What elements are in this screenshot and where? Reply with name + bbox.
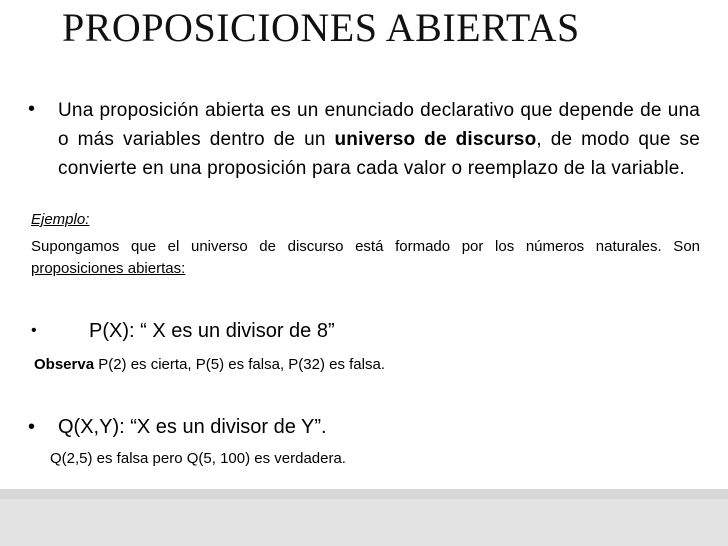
- page-title: PROPOSICIONES ABIERTAS: [62, 5, 580, 50]
- definition-text-1: Una proposición abierta es un enunciado declarativo que depende de una o más variables dentro de un: [58, 100, 700, 150]
- q-item-text: Q(X,Y): “X es un divisor de Y”.: [58, 416, 327, 438]
- p-item-text: P(X): “ X es un divisor de 8”: [89, 320, 335, 342]
- observa-text: P(2) es cierta, P(5) es falsa, P(32) es falsa.: [94, 356, 385, 373]
- definition-text-2: , de modo que se convierte en una proposición para cada valor o reemplazo de la variable.: [58, 129, 700, 179]
- definition-bold-term: universo de discurso: [334, 129, 537, 150]
- observa-line: [34, 356, 385, 373]
- footer-stripe: [0, 489, 728, 499]
- p-item-bullet: •: [31, 322, 37, 339]
- example-intro-paragraph: [31, 236, 700, 280]
- ejemplo-label: Ejemplo:: [31, 211, 90, 228]
- bullet-icon: •: [28, 98, 36, 120]
- q-note: Q(2,5) es falsa pero Q(5, 100) es verdadera.: [50, 450, 346, 467]
- definition-paragraph: [58, 96, 700, 183]
- footer-bar: [0, 489, 728, 546]
- bullet-icon: •: [28, 416, 36, 438]
- example-intro-text: Supongamos que el universo de discurso está formado por los números naturales. Son: [31, 238, 700, 255]
- example-intro-underlined: proposiciones abiertas:: [31, 260, 186, 277]
- observa-label: Observa: [34, 356, 95, 373]
